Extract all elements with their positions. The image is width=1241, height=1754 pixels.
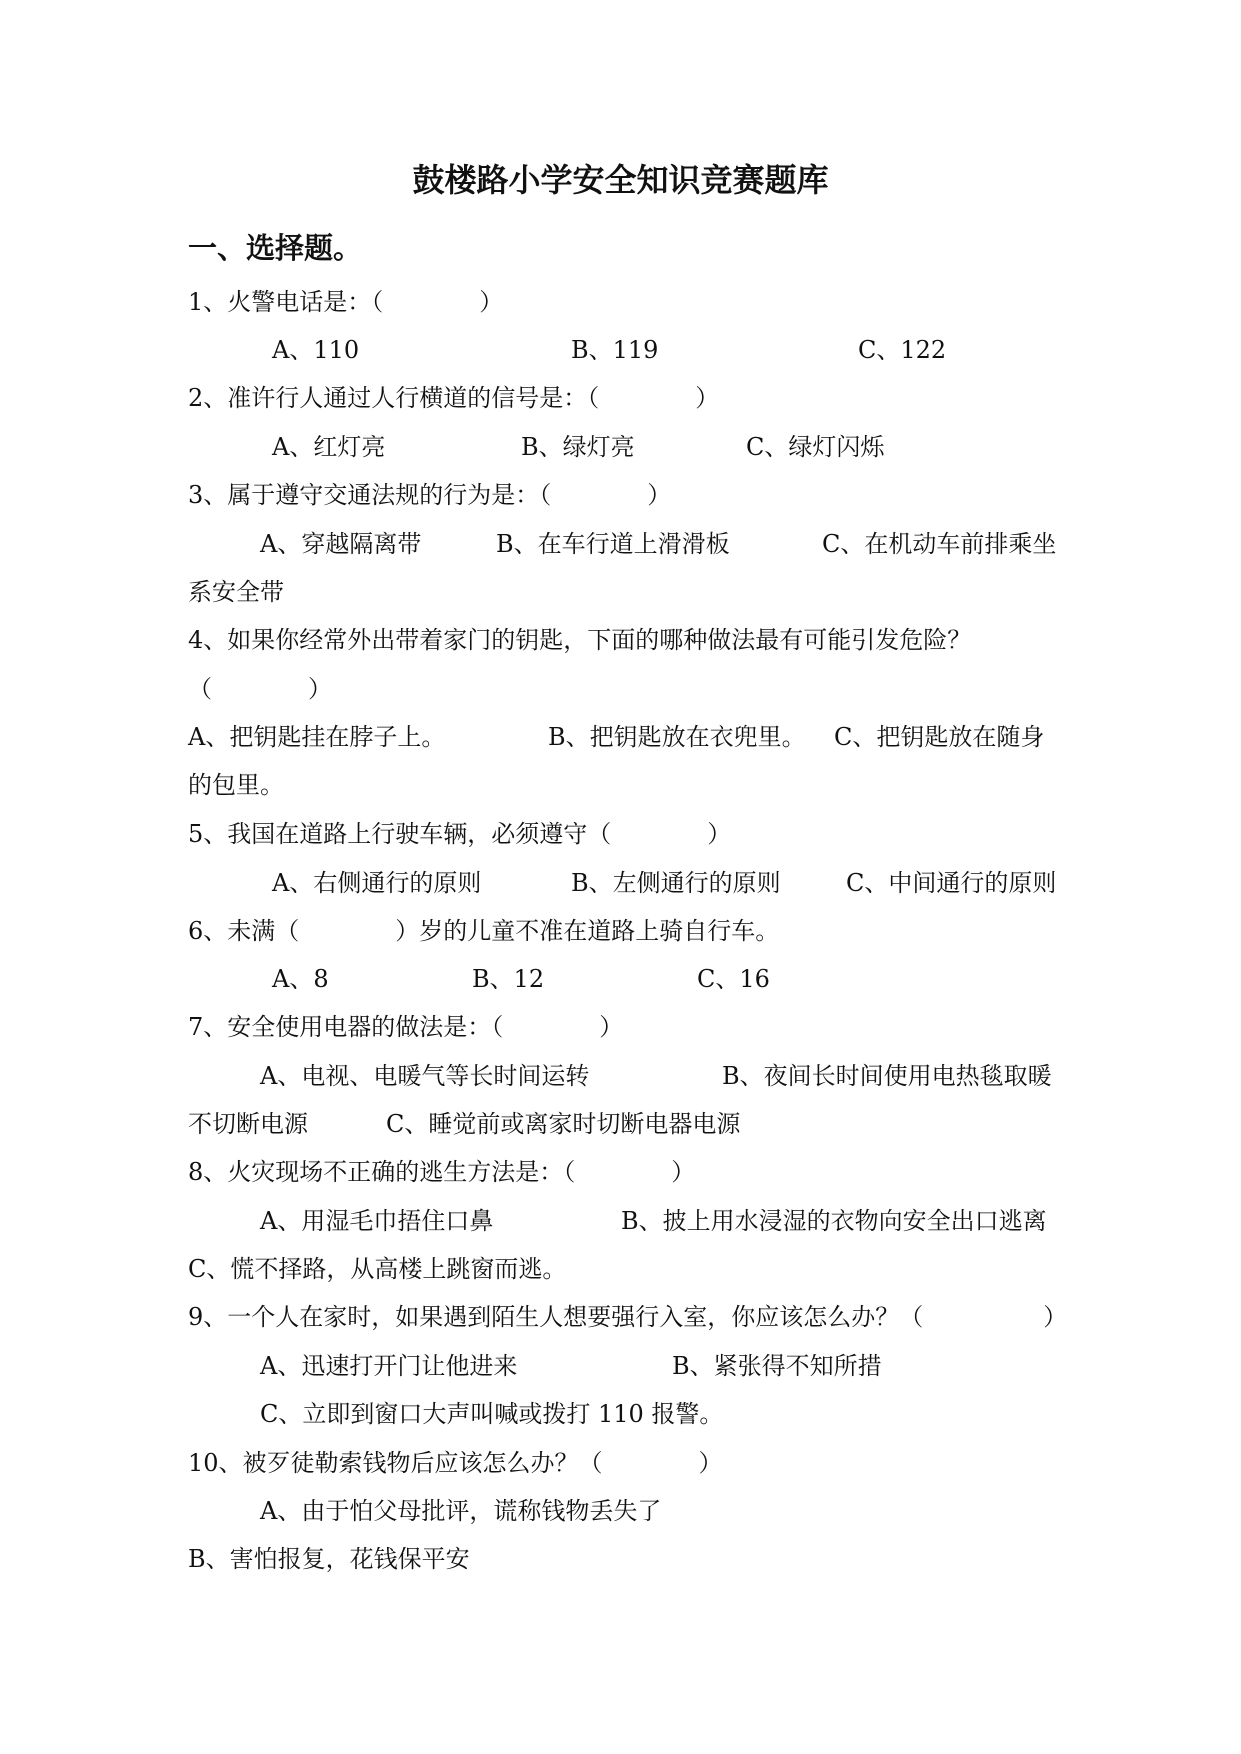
option-b: B、12 <box>472 965 545 993</box>
option-a: A、右侧通行的原则 <box>272 869 482 897</box>
question-9-stem: 9、一个人在家时，如果遇到陌生人想要强行入室，你应该怎么办？（ ） <box>188 1303 1068 1331</box>
option-a: A、由于怕父母批评，谎称钱物丢失了 <box>260 1497 662 1525</box>
option-c-continued: 系安全带 <box>188 578 284 606</box>
option-a: A、8 <box>272 965 329 993</box>
option-c: C、绿灯闪烁 <box>746 433 885 461</box>
question-4-stem: 4、如果你经常外出带着家门的钥匙，下面的哪种做法最有可能引发危险？ <box>188 626 972 654</box>
option-b: B、把钥匙放在衣兜里。 <box>548 723 806 751</box>
option-a: A、用湿毛巾捂住口鼻 <box>260 1207 494 1235</box>
option-a: A、电视、电暖气等长时间运转 <box>260 1062 590 1090</box>
option-c: C、睡觉前或离家时切断电器电源 <box>386 1110 741 1138</box>
option-a: A、110 <box>272 336 360 364</box>
question-8-stem: 8、火灾现场不正确的逃生方法是：（ ） <box>188 1158 696 1186</box>
option-c: C、在机动车前排乘坐 <box>822 530 1057 558</box>
option-b: B、绿灯亮 <box>521 433 635 461</box>
question-10-stem: 10、被歹徒勒索钱物后应该怎么办？（ ） <box>188 1449 723 1477</box>
section-heading: 一、选择题。 <box>188 231 363 265</box>
option-b: B、在车行道上滑滑板 <box>496 530 730 558</box>
question-5-stem: 5、我国在道路上行驶车辆，必须遵守（ ） <box>188 820 732 848</box>
option-b: B、披上用水浸湿的衣物向安全出口逃离 <box>621 1207 1047 1235</box>
question-4-answer-blank: （ ） <box>188 675 332 703</box>
option-b: B、左侧通行的原则 <box>571 869 781 897</box>
option-b: B、夜间长时间使用电热毯取暖 <box>722 1062 1052 1090</box>
option-c: C、把钥匙放在随身 <box>834 723 1045 751</box>
option-b-continued: 不切断电源 <box>188 1110 308 1138</box>
option-a: A、迅速打开门让他进来 <box>260 1352 518 1380</box>
option-b: B、119 <box>571 336 659 364</box>
question-7-stem: 7、安全使用电器的做法是：（ ） <box>188 1013 624 1041</box>
option-b: B、紧张得不知所措 <box>672 1352 882 1380</box>
question-1-stem: 1、火警电话是：（ ） <box>188 288 504 316</box>
option-a: A、把钥匙挂在脖子上。 <box>188 723 446 751</box>
option-c-continued: 的包里。 <box>188 771 284 799</box>
option-c: C、慌不择路，从高楼上跳窗而逃。 <box>188 1255 567 1283</box>
question-3-stem: 3、属于遵守交通法规的行为是：（ ） <box>188 481 672 509</box>
option-c: C、16 <box>697 965 770 993</box>
option-a: A、穿越隔离带 <box>260 530 422 558</box>
document-title: 鼓楼路小学安全知识竞赛题库 <box>412 161 829 199</box>
option-c: C、中间通行的原则 <box>846 869 1057 897</box>
option-c: C、122 <box>858 336 947 364</box>
option-b: B、害怕报复，花钱保平安 <box>188 1545 470 1573</box>
option-a: A、红灯亮 <box>272 433 386 461</box>
option-c: C、立即到窗口大声叫喊或拨打 110 报警。 <box>260 1400 724 1428</box>
question-6-stem: 6、未满（ ）岁的儿童不准在道路上骑自行车。 <box>188 917 780 945</box>
question-2-stem: 2、准许行人通过人行横道的信号是：（ ） <box>188 384 720 412</box>
